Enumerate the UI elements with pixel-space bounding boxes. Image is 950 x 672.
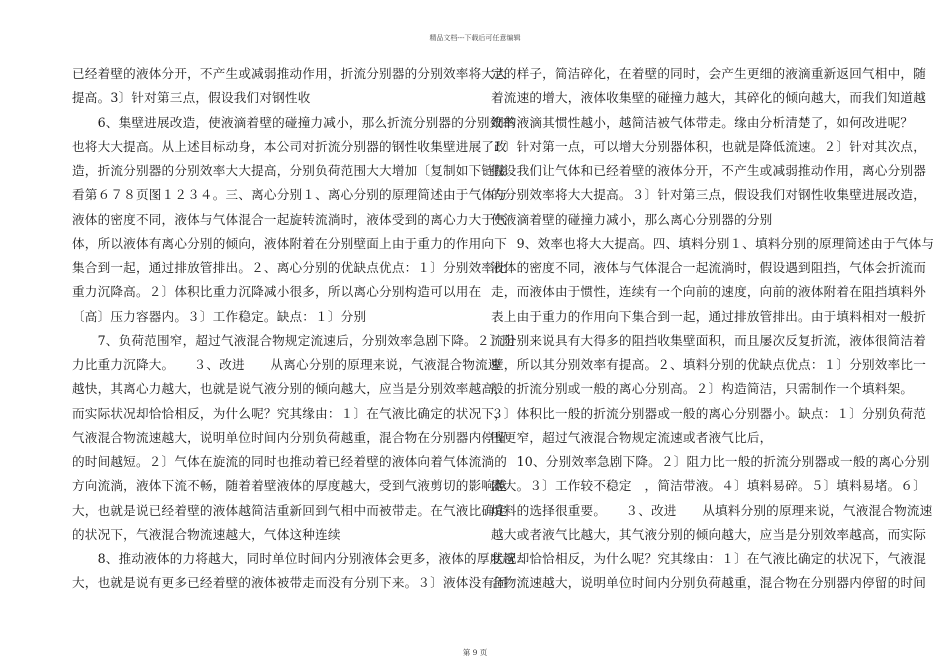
text-line: １〕针对第一点，可以增大分别器体积，也就是降低流速。２〕针对其次点， [491,138,926,154]
text-line: 方向流淌，液体下流不畅，随着着壁液体的厚度越大，受到气液剪切的影响越 [72,478,507,494]
right-column [491,62,935,596]
text-line: 细的液滴其惯性越小，越简洁被气体带走。缘由分析清楚了，如何改进呢？ [491,114,914,130]
text-line: 气液混合物流速越大，说明单位时间内分别负荷越重，混合物在分别器内停留 [72,429,507,445]
text-line: 造，折流分别器的分别效率大大提高，分别负荷范围大大增加〔复制如下链接 [72,163,507,178]
text-line: 流分别来说具有大得多的阻挡收集壁面积，而且屡次反复折流，液体很简洁着 [491,332,926,348]
text-line: 走，而液体由于惯性，连续有一个向前的速度，向前的液体附着在阻挡填料外 [491,284,926,300]
text-line: 的时间越短。２〕气体在旋流的同时也推动着已经着壁的液体向着气体流淌的 [72,454,507,469]
text-line: 6、集壁进展改造，使液滴着壁的碰撞力减小，那么折流分别器的分别效率 [72,114,516,130]
text-line: 状况却恰恰相反，为什么呢？究其缘由：１〕在气液比确定的状况下，气液混 [491,551,926,566]
left-column [72,62,516,596]
text-line: 液体的密度不同，液体与气体混合一起旋转流淌时，液体受到的离心力大于气 [72,211,507,227]
text-line: 假设我们让气体和已经着壁的液体分开，不产生或减弱推动作用，离心分别器 [491,163,926,178]
text-line: 表上由于重力的作用向下集合到一起，通过排放管排出。由于填料相对一般折 [491,308,926,324]
text-line: 也将大大提高。从上述目标动身，本公司对折流分别器的钢性收集壁进展了改 [72,138,507,154]
text-line: 器大。３〕工作较不稳定 ，简洁带液。４〕填料易碎。５〕填料易堵。６〕 [491,478,926,494]
text-line: 填料的选择很重要。 ３、改进 从填料分别的原理来说，气液混合物流速 [491,502,933,518]
text-line: 〔高〕压力容器内。３〕工作稳定。缺点：１〕分别 [72,308,367,324]
text-line: 力比重力沉降大。 ３、改进 从离心分别的原理来说，气液混合物流速 [72,357,501,372]
text-line: 的分别效率将大大提高。３〕针对第三点，假设我们对钢性收集壁进展改造， [491,187,926,203]
text-line: ３〕体积比一般的折流分别器或一般的离心分别器小。缺点：１〕分别负荷范 [491,405,926,421]
text-line: 9、效率也将大大提高。四、填料分别１、填料分别的原理简述由于气体与 [491,235,935,251]
text-line: 10、分别效率急剧下降。２〕阻力比一般的折流分别器或一般的离心分别 [491,454,930,469]
text-line: 看第６７８页图１２３４。三、离心分别１、离心分别的原理简述由于气体与 [72,187,507,203]
text-line: 般的折流分别或一般的离心分别高。２〕构造简洁，只需制作一个填料架。 [491,381,914,397]
text-line: 着流速的增大，液体收集壁的碰撞力越大，其碎化的倾向越大，而我们知道越 [491,90,926,106]
text-line: 液体的密度不同，液体与气体混合一起流淌时，假设遇到阻挡，气体会折流而 [491,260,926,275]
text-line: 大，也就是说有更多已经着壁的液体被带走而没有分别下来。３〕液体没有固 [72,575,507,591]
text-line: 合物流速越大，说明单位时间内分别负荷越重，混合物在分别器内停留的时间 [491,575,926,591]
text-line: 壁，所以其分别效率有提高。２、填料分别的优缺点优点：１〕分别效率比一 [491,357,926,372]
text-line: 定的样子，简洁碎化，在着壁的同时，会产生更细的液滴重新返回气相中，随 [491,66,926,81]
text-line: 越大或者液气比越大，其气液分别的倾向越大，应当是分别效率越高，而实际 [491,526,926,542]
text-line: 围更窄，超过气液混合物规定流速或者液气比后， [491,429,773,445]
text-line: 集合到一起，通过排放管排出。２、离心分别的优缺点优点：１〕分别效率比 [72,260,507,275]
text-line: 大，也就是说已经着壁的液体越简洁重新回到气相中而被带走。在气液比确定 [72,502,507,518]
text-line: 8、推动液体的力将越大，同时单位时间内分别液体会更多，液体的厚度越 [72,551,516,566]
text-line: 体，所以液体有离心分别的倾向，液体附着在分别壁面上由于重力的作用向下 [72,235,507,251]
text-line: 使液滴着壁的碰撞力减小，那么离心分别器的分别 [491,211,773,227]
text-line: 的状况下，气液混合物流速越大，气体这种连续 [72,526,341,542]
text-line: 提高。3〕针对第三点，假设我们对钢性收 [72,90,311,106]
page-number: 第 9 页 [462,648,488,657]
text-line: 已经着壁的液体分开，不产生或减弱推动作用，折流分别器的分别效率将大大 [72,66,507,81]
text-line: 越快，其离心力越大，也就是说气液分别的倾向越大，应当是分别效率越高， [72,381,507,397]
page-header: 精品文档---下载后可任意编辑 [429,34,521,42]
text-line: 重力沉降高。２〕体积比重力沉降减小很多，所以离心分别构造可以用在 [72,284,482,300]
text-line: 而实际状况却恰恰相反，为什么呢？究其缘由：１〕在气液比确定的状况下， [72,405,507,421]
text-line: 7、负荷范围窄，超过气液混合物规定流速后，分别效率急剧下降。２〕阻 [72,332,516,348]
